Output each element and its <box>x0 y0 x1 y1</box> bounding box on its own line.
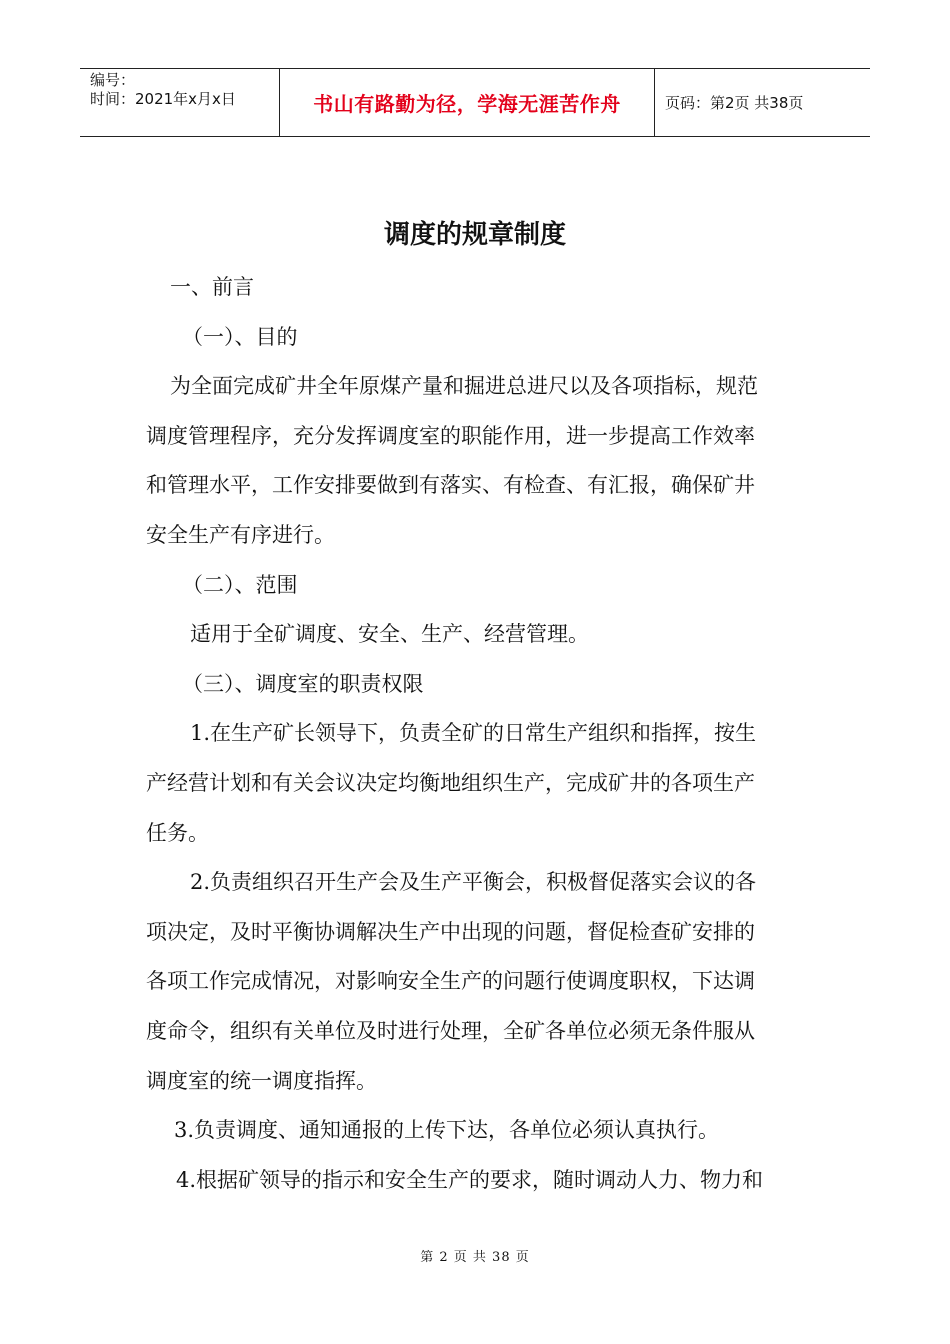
paragraph-line: 项决定，及时平衡协调解决生产中出现的问题，督促检查矿安排的 <box>146 919 755 944</box>
paragraph-line: 适用于全矿调度、安全、生产、经营管理。 <box>190 622 589 647</box>
paragraph-line: 度命令，组织有关单位及时进行处理，全矿各单位必须无条件服从 <box>146 1018 755 1043</box>
page-footer: 第 2 页 共 38 页 <box>420 1250 530 1265</box>
paragraph-line: 调度室的统一调度指挥。 <box>146 1068 377 1093</box>
header-page-code: 页码：第2页 共38页 <box>665 94 804 112</box>
paragraph-line: 安全生产有序进行。 <box>146 522 335 547</box>
header-motto: 书山有路勤为径，学海无涯苦作舟 <box>280 69 655 136</box>
time-label: 时间：2021年x月x日 <box>90 90 236 108</box>
paragraph-line: 任务。 <box>146 820 209 845</box>
paragraph-line: 各项工作完成情况，对影响安全生产的问题行使调度职权，下达调 <box>146 969 755 994</box>
document-title: 调度的规章制度 <box>383 220 566 250</box>
paragraph-line: 调度管理程序，充分发挥调度室的职能作用，进一步提高工作效率 <box>146 423 755 448</box>
number-label: 编号： <box>90 71 136 89</box>
section-heading: 一、前言 <box>170 275 254 299</box>
header-meta <box>80 69 280 136</box>
subsection-heading: （二）、范围 <box>182 572 298 597</box>
subsection-heading: （一）、目的 <box>182 324 298 349</box>
list-item-line: 4.根据矿领导的指示和安全生产的要求，随时调动人力、物力和 <box>176 1167 764 1192</box>
paragraph-line: 为全面完成矿井全年原煤产量和掘进总进尺以及各项指标，规范 <box>170 374 758 399</box>
list-item-line: 2.负责组织召开生产会及生产平衡会，积极督促落实会议的各 <box>190 870 757 895</box>
paragraph-line: 产经营计划和有关会议决定均衡地组织生产，完成矿井的各项生产 <box>146 770 755 795</box>
paragraph-line: 和管理水平，工作安排要做到有落实、有检查、有汇报，确保矿井 <box>146 473 755 498</box>
subsection-heading: （三）、调度室的职责权限 <box>182 671 424 696</box>
list-item-line: 1.在生产矿长领导下，负责全矿的日常生产组织和指挥，按生 <box>190 721 757 746</box>
document-header <box>80 68 870 137</box>
list-item-line: 3.负责调度、通知通报的上传下达，各单位必须认真执行。 <box>174 1118 720 1143</box>
document-body <box>146 263 806 1205</box>
